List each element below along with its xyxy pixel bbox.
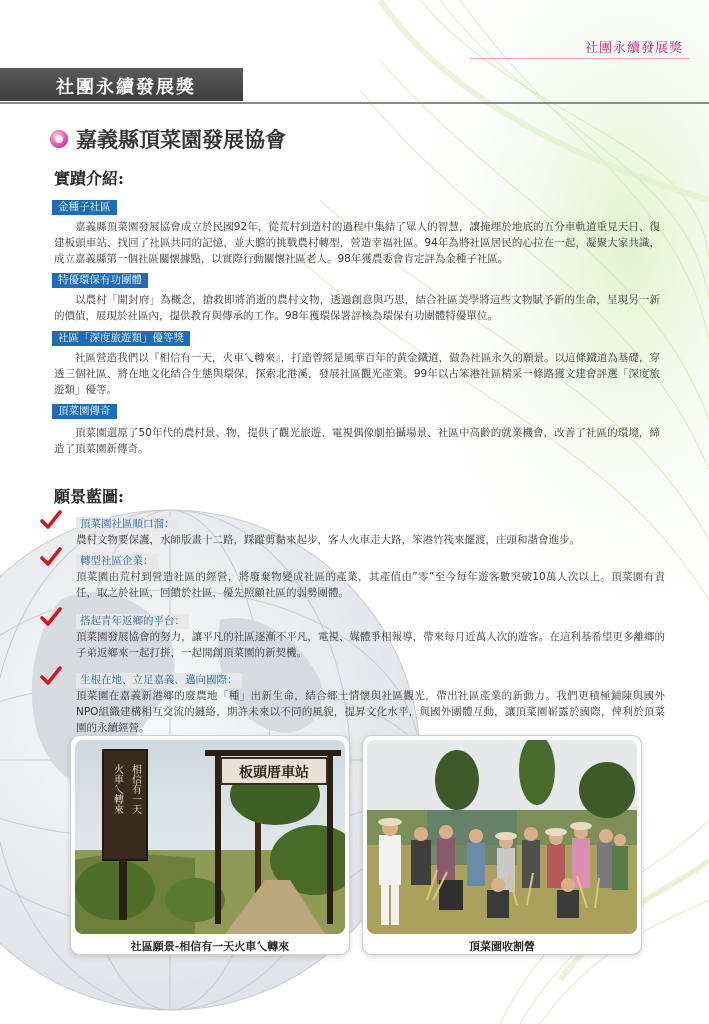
red-checkmark-icon (40, 666, 62, 686)
photo-card-harvest-camp (362, 735, 642, 955)
vision-item (40, 512, 665, 548)
photo-caption: 社區願景-相信有一天火車乀轉來 (130, 940, 290, 953)
achievement-text: 嘉義縣頂菜園發展協會成立於民國92年，從荒村到造村的過程中集結了眾人的智慧，讓掩埋於地底的五分車軌道重見天日、復建板頭車站、找回了社區共同的記憶，並大膽的挑戰農村轉型，營造幸福社區。94年為將社區居民的心拉在一起，凝聚大家共識，成立嘉義縣第一個社區關懷據點，以實際行動關懷社區老人。98年獲農委會肯定評為金種子社區。 (54, 221, 660, 265)
vision-item (40, 668, 665, 736)
vision-item-text: 頂菜園在嘉義新港鄉的廢農地「種」出新生命，結合鄉土情懷與社區觀光，帶出社區產業的新動力。我們更積極鋪陳與國外NPO組織建構相互交流的鏈絡，期許未來以不同的風貌，提昇文化水平，與國外團體互動，讓頂菜園嶄露於國際，俾利於頂菜園的永續經營。 (76, 690, 665, 734)
photo-caption: 頂菜園收割營 (469, 940, 535, 953)
banner-divider (0, 102, 709, 104)
achievement-text: 社區營造我們以『相信有一天，火車乀轉來』，打造曾經是風華百年的黃金鐵道，做為社區永久的願景。以這條鐵道為基礎，穿透三個社區、將在地文化結合生態與環保，探索北港溪，發展社區觀光產業。99年以古笨港社區精采一條路獲文建會評選「深度旅遊類」優等。 (54, 352, 660, 396)
achievement-tag: 頂菜園傳奇 (52, 404, 117, 419)
vision-item (40, 549, 665, 601)
achievement-text: 頂菜園還原了50年代的農村景、物，提供了觀光旅遊、電視偶像劇拍攝場景、社區中高齡的就業機會，改善了社區的環境，締造了頂菜園新傳奇。 (54, 427, 660, 455)
organization-name: 嘉義縣頂菜園發展協會 (76, 127, 286, 152)
vision-item-title: 頂菜園社區順口溜： (76, 517, 179, 532)
railway-sign-illustration (75, 740, 345, 934)
photo-card-railway-vision (70, 735, 350, 955)
station-sign-text: 板頭厝車站 (239, 765, 309, 781)
vision-item-text: 頂菜園發展協會的努力，讓平凡的社區逐漸不平凡，電視、媒體爭相報導，帶來每月近萬人次的遊客。在這利基希望更多離鄉的子弟返鄉來一起打拼，一起開創頂菜園的新契機。 (76, 631, 665, 659)
pink-circle-icon (50, 130, 68, 148)
achievements-heading: 實蹟介紹: (54, 169, 124, 188)
vision-item-title: 轉型社區企業： (76, 554, 158, 569)
organization-title (50, 124, 286, 154)
harvest-group-illustration (367, 740, 637, 934)
achievement-tag: 社區「深度旅遊類」優等獎 (52, 331, 190, 346)
red-checkmark-icon (40, 607, 62, 627)
achievement-tag: 特優環保有功團體 (52, 273, 148, 288)
red-checkmark-icon (40, 510, 62, 530)
vision-heading: 願景藍圖: (54, 487, 124, 506)
achievement-text: 以農村「開封府」為概念，搶救即將消逝的農村文物，透過創意與巧思，結合社區美學將這些文物賦予新的生命，呈現另一新的價值，展現於社區內，提供教育與傳承的工作。98年獲環保署評核為環保有功團體特優單位。 (54, 294, 660, 322)
vision-item (40, 609, 665, 661)
vision-item-text: 農村文物要保護，水師版畫十二路，踩蹤剪黏來起步，客人火車走大路，笨港竹筏來擺渡，庄頭和諧會進步。 (76, 534, 580, 546)
corner-divider (470, 58, 690, 59)
photo-harvest-camp (367, 740, 637, 934)
photo-railway-sign (75, 740, 345, 934)
section-banner: 社團永續發展獎 (0, 68, 243, 101)
sign-text-vertical-2: 火車乀轉來 (111, 764, 123, 814)
vision-item-title: 生根在地、立足嘉義、邁向國際： (76, 673, 242, 688)
corner-section-label: 社團永續發展獎 (584, 41, 683, 56)
vision-item-text: 頂菜園由荒村到營造社區的經營，將廢棄物變成社區的產業，其產值由”零”至今每年遊客數突破10萬人次以上。頂菜園有責任，取之於社區，回饋於社區，優先照顧社區的弱勢團體。 (76, 571, 665, 599)
sign-text-vertical-1: 相信有一天 (129, 764, 141, 814)
red-checkmark-icon (40, 547, 62, 567)
achievement-tag: 金種子社區 (52, 200, 117, 215)
vision-item-title: 搭起青年返鄉的平台： (76, 614, 189, 629)
